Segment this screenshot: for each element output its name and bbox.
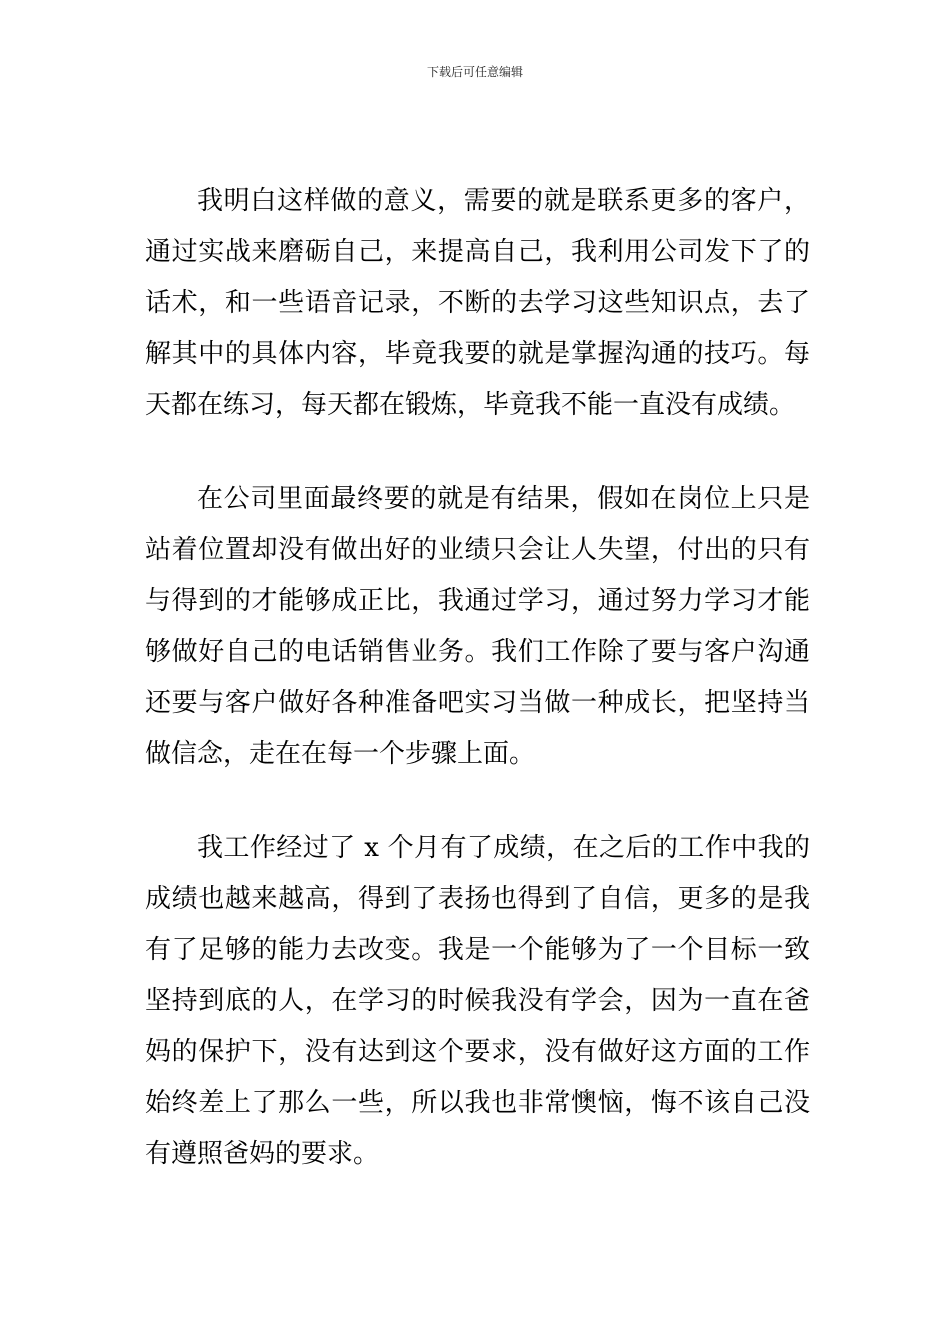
body-paragraph-3: 我工作经过了 x 个月有了成绩，在之后的工作中我的成绩也越来越高，得到了表扬也得到了自信，更多的是我有了足够的能力去改变。我是一个能够为了一个目标一致坚持到底的人，在学习的时候我没有学会，因为一直在爸妈的保护下，没有达到这个要求，没有做好这方面的工作始终差上了那么一些，所以我也非常懊恼，悔不该自己没有遵照爸妈的要求。 (145, 833, 810, 1169)
body-paragraph-2: 在公司里面最终要的就是有结果，假如在岗位上只是站着位置却没有做出好的业绩只会让人失望，付出的只有与得到的才能够成正比，我通过学习，通过努力学习才能够做好自己的电话销售业务。我们工作除了要与客户沟通还要与客户做好各种准备吧实习当做一种成长，把坚持当做信念，走在在每一个步骤上面。 (145, 484, 810, 769)
page-header: 下载后可任意编辑 (426, 65, 523, 79)
body-paragraph-1: 我明白这样做的意义，需要的就是联系更多的客户，通过实战来磨砺自己，来提高自己，我利用公司发下了的话术，和一些语音记录，不断的去学习这些知识点，去了解其中的具体内容，毕竟我要的就是掌握沟通的技巧。每天都在练习，每天都在锻炼，毕竟我不能一直没有成绩。 (145, 186, 810, 420)
